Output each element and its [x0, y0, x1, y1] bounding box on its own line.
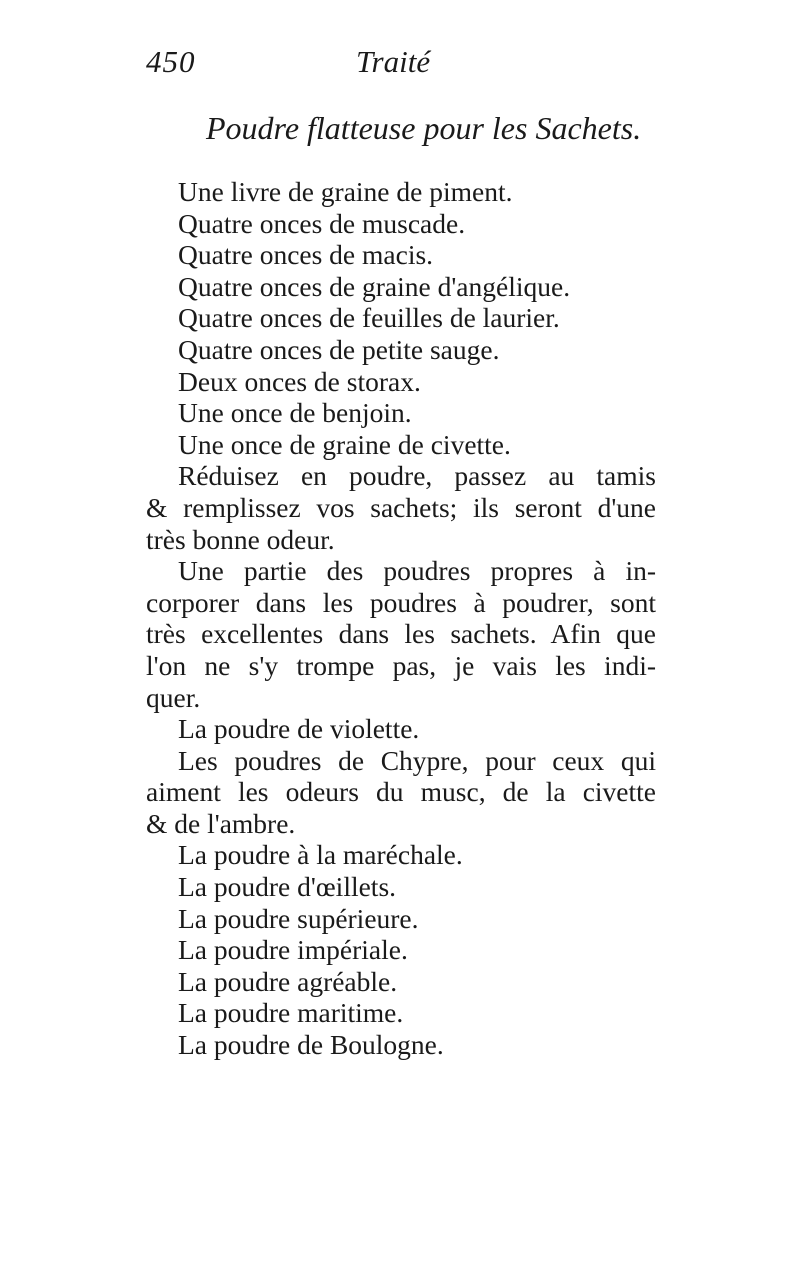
text-line: La poudre agréable.	[178, 965, 398, 997]
text-line: La poudre supérieure.	[178, 902, 419, 934]
text-line: très bonne odeur.	[146, 523, 335, 555]
text-line: Quatre onces de muscade.	[178, 207, 466, 239]
text-line: Une once de graine de civette.	[178, 428, 511, 460]
text-line: La poudre d'œillets.	[178, 871, 397, 903]
text-line: La poudre maritime.	[178, 997, 404, 1029]
text-line: Une livre de graine de piment.	[178, 176, 513, 207]
section-title: Poudre flatteuse pour les Sachets.	[206, 110, 642, 146]
text-line: La poudre impériale.	[178, 934, 408, 966]
text-line: l'on ne s'y trompe pas, je vais les indi-	[146, 649, 656, 681]
text-line: Quatre onces de petite sauge.	[178, 333, 500, 365]
text-line: Quatre onces de feuilles de laurier.	[178, 302, 560, 334]
running-head: Traité	[356, 44, 431, 79]
page-number: 450	[146, 44, 196, 79]
text-line: La poudre à la maréchale.	[178, 839, 463, 871]
text-line: Une partie des poudres propres à in-	[178, 555, 656, 587]
text-line: & remplissez vos sachets; ils seront d'une	[146, 491, 656, 523]
text-line: aiment les odeurs du musc, de la civette	[146, 776, 656, 808]
text-line: Quatre onces de graine d'angélique.	[178, 270, 571, 302]
text-line: Deux onces de storax.	[178, 365, 421, 397]
text-line: corporer dans les poudres à poudrer, sont	[146, 586, 656, 618]
text-line: Quatre onces de macis.	[178, 239, 434, 271]
text-line: Une once de benjoin.	[178, 397, 412, 429]
body-text	[146, 176, 656, 1061]
text-line: Les poudres de Chypre, pour ceux qui	[178, 744, 656, 776]
text-line: & de l'ambre.	[146, 807, 296, 839]
text-line: quer.	[146, 681, 201, 713]
text-line: Réduisez en poudre, passez au tamis	[178, 460, 656, 492]
text-line: La poudre de violette.	[178, 713, 420, 745]
text-line: très excellentes dans les sachets. Afin que	[146, 618, 656, 650]
text-line: La poudre de Boulogne.	[178, 1029, 444, 1061]
